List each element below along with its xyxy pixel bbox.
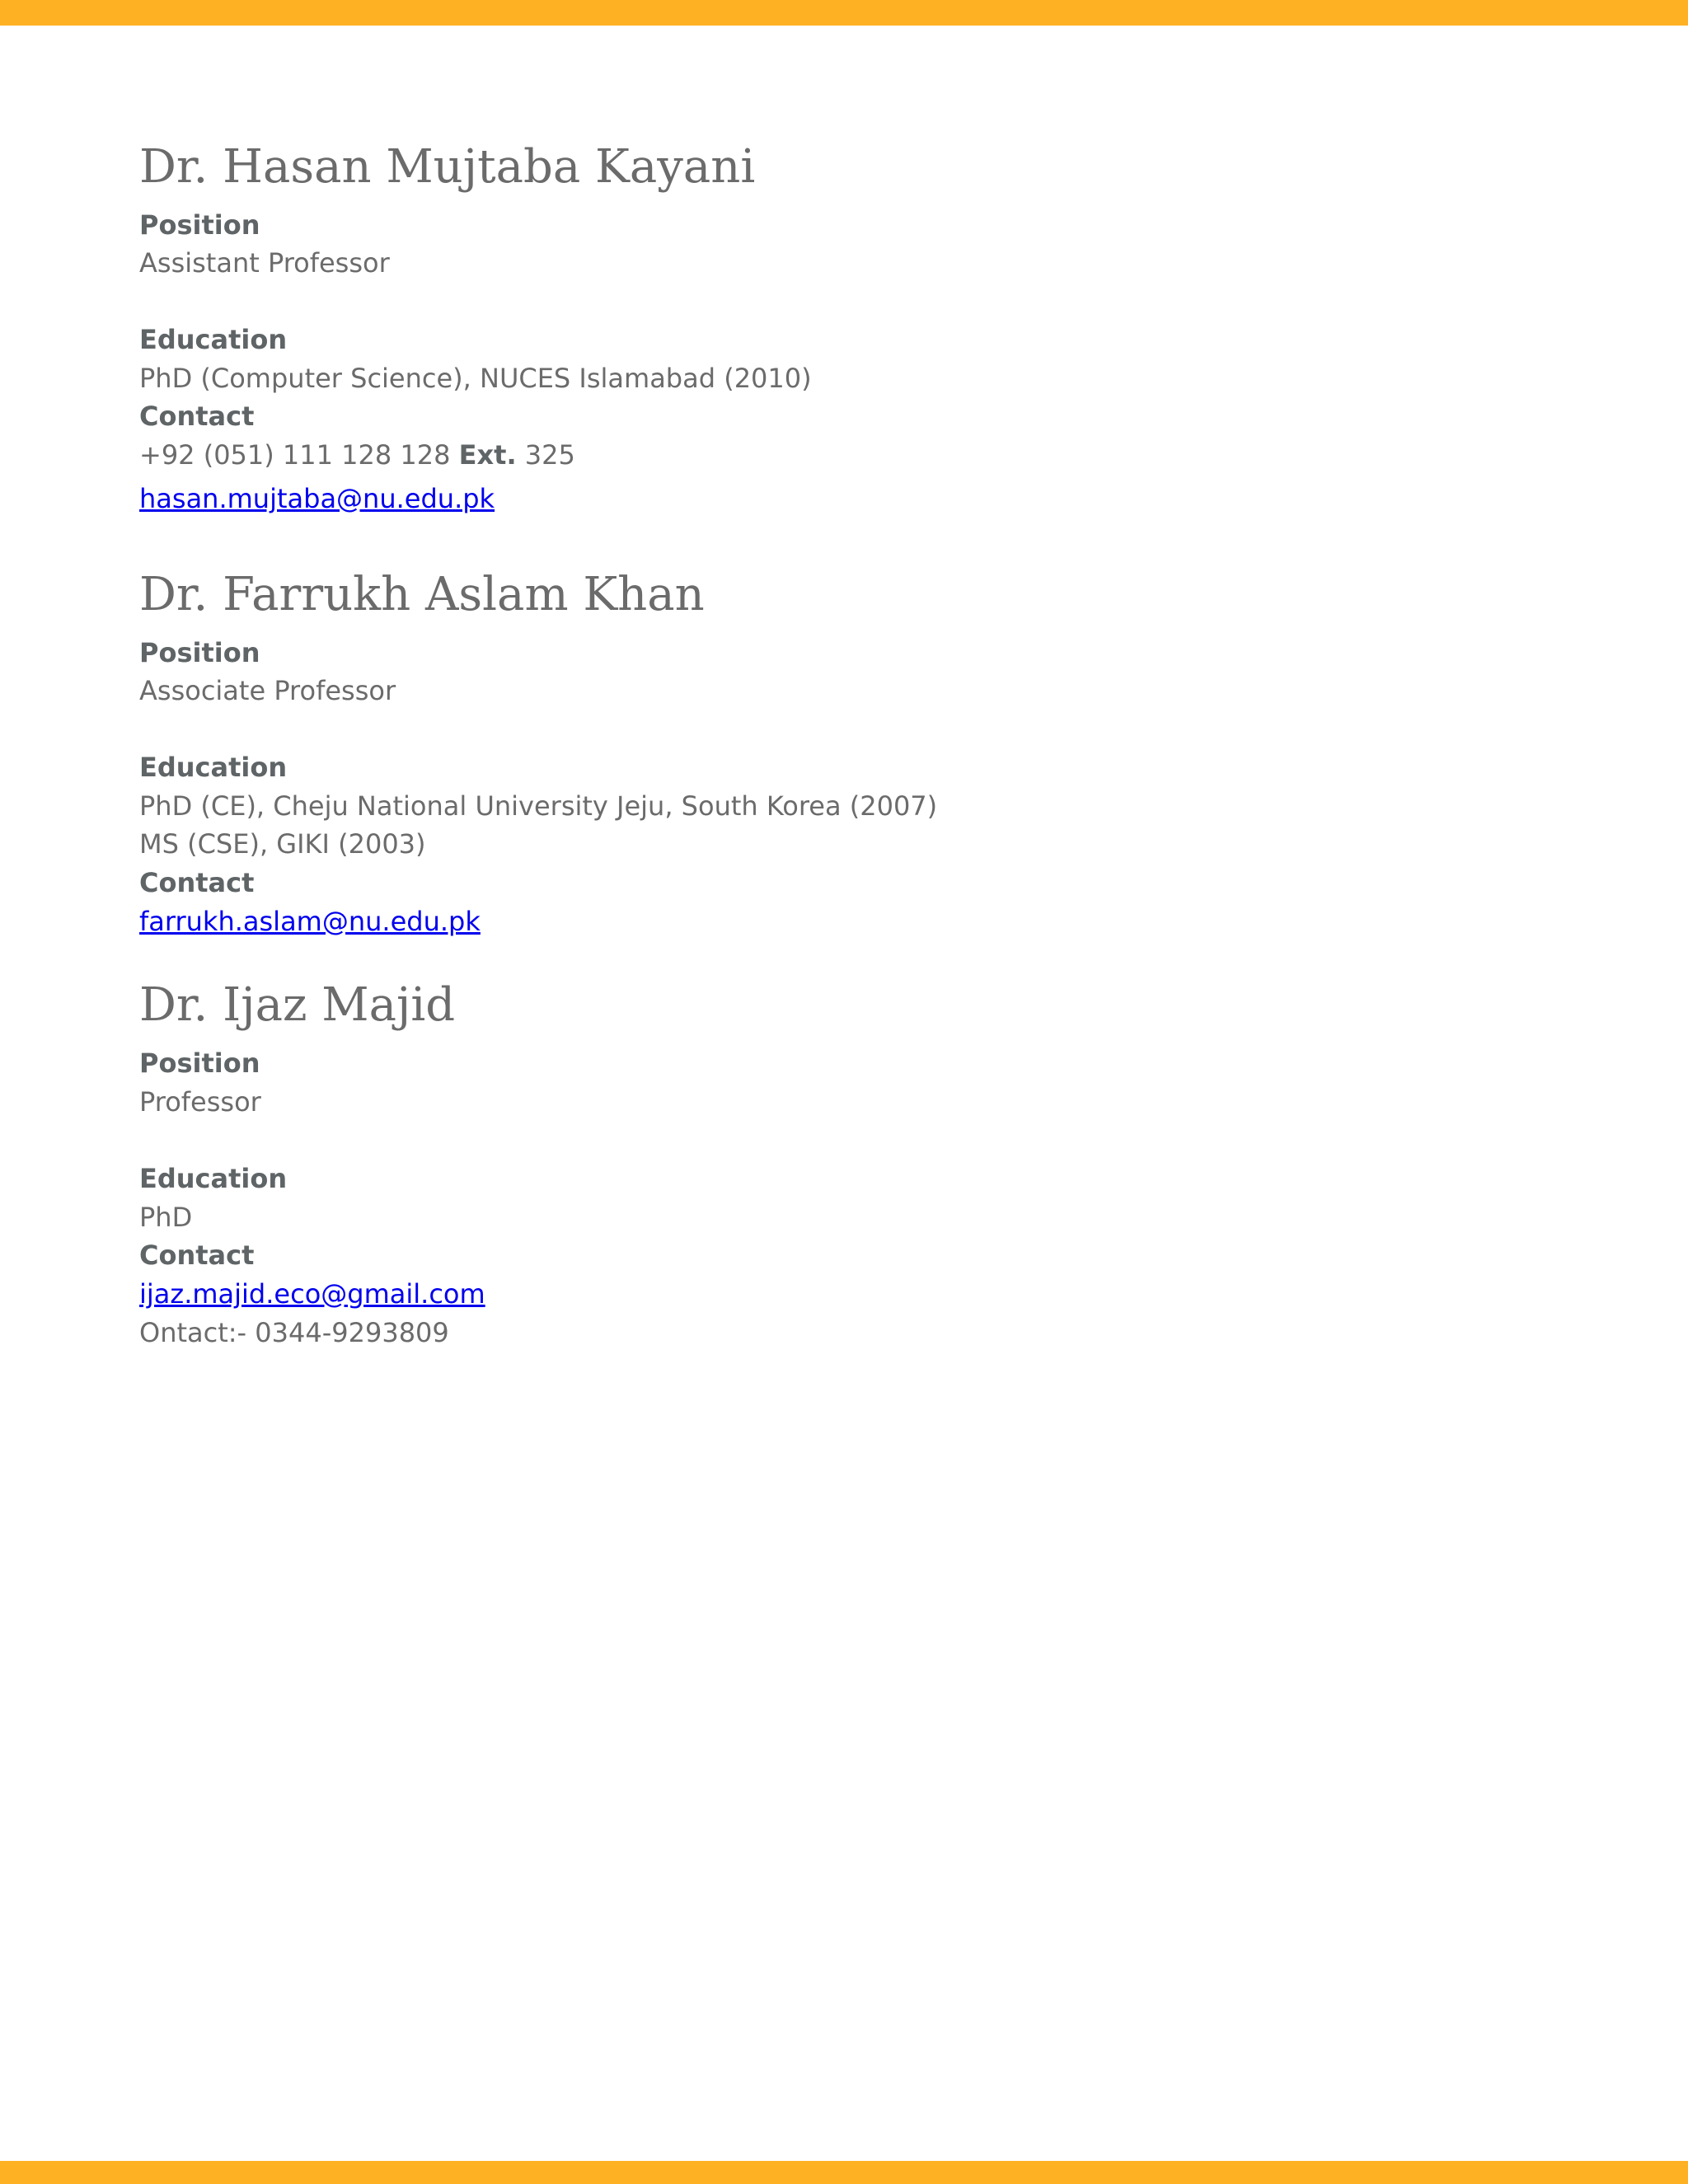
position-value: Associate Professor xyxy=(139,675,396,706)
education-value: PhD (Computer Science), NUCES Islamabad (2010) xyxy=(139,363,812,394)
education-value: PhD xyxy=(139,1202,193,1233)
position-label: Position xyxy=(139,209,260,241)
position-label: Position xyxy=(139,637,260,668)
email-link[interactable]: ijaz.majid.eco@gmail.com xyxy=(139,1278,485,1310)
top-accent-bar xyxy=(0,0,1688,26)
ext-number: 325 xyxy=(524,439,575,471)
faculty-name: Dr. Ijaz Majid xyxy=(139,978,456,1032)
ext-label: Ext. xyxy=(458,439,517,471)
education-value: PhD (CE), Cheju National University Jeju, South Korea (2007) xyxy=(139,790,938,822)
position-label: Position xyxy=(139,1047,260,1079)
contact-note: Ontact:- 0344-9293809 xyxy=(139,1317,449,1348)
position-value: Professor xyxy=(139,1086,261,1118)
position-value: Assistant Professor xyxy=(139,247,390,279)
contact-label: Contact xyxy=(139,867,255,898)
faculty-name: Dr. Hasan Mujtaba Kayani xyxy=(139,140,756,194)
bottom-accent-bar xyxy=(0,2161,1688,2184)
education-value: MS (CSE), GIKI (2003) xyxy=(139,828,426,860)
education-label: Education xyxy=(139,752,288,783)
phone-line xyxy=(139,437,575,473)
education-label: Education xyxy=(139,324,288,355)
contact-label: Contact xyxy=(139,401,255,432)
faculty-name: Dr. Farrukh Aslam Khan xyxy=(139,568,705,621)
education-label: Education xyxy=(139,1163,288,1194)
email-link[interactable]: hasan.mujtaba@nu.edu.pk xyxy=(139,483,495,514)
email-link[interactable]: farrukh.aslam@nu.edu.pk xyxy=(139,906,481,937)
contact-label: Contact xyxy=(139,1240,255,1271)
phone-number: +92 (051) 111 128 128 xyxy=(139,439,451,471)
